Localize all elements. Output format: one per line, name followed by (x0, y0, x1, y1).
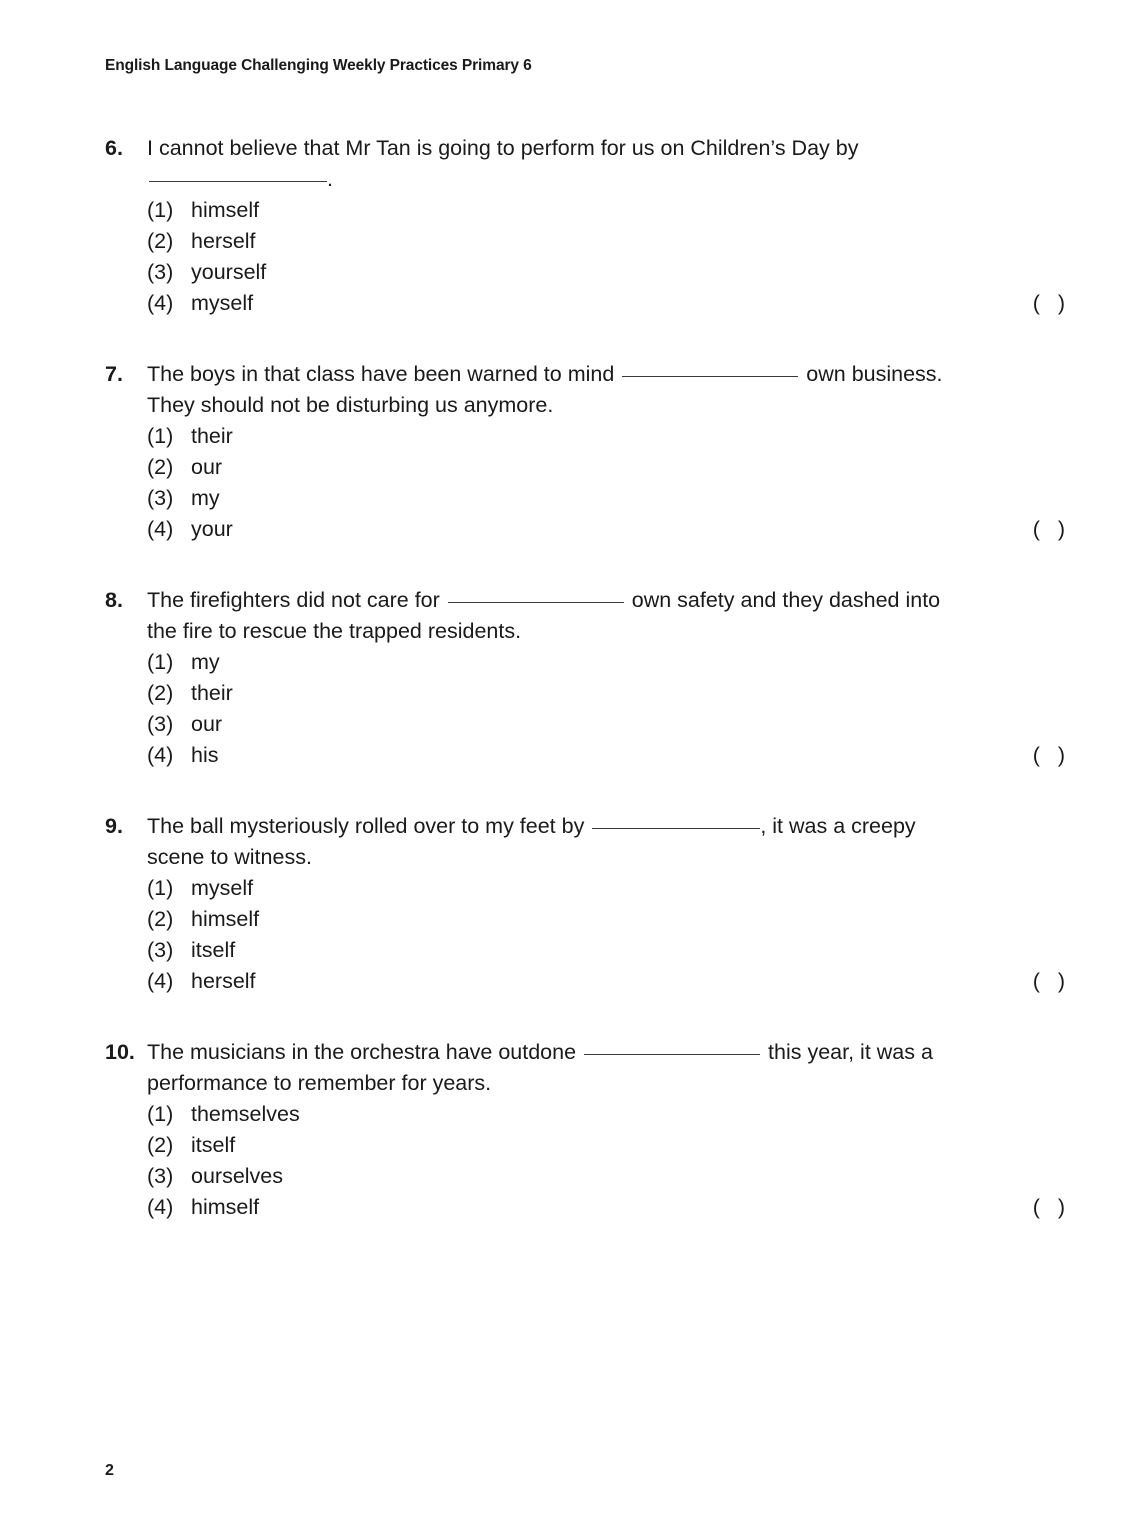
option-item[interactable] (147, 904, 1015, 935)
option-key: (2) (147, 907, 174, 931)
question-7-text-before-blank: The boys in that class have been warned to mind (147, 362, 615, 386)
option-label: herself (191, 969, 256, 993)
option-key: (3) (147, 1164, 174, 1188)
option-label: myself (191, 291, 254, 315)
option-label: himself (191, 1195, 260, 1219)
answer-blank[interactable] (584, 1054, 760, 1055)
option-item[interactable] (147, 873, 1015, 904)
option-item[interactable] (147, 1130, 1015, 1161)
question-6-number: 6. (105, 136, 123, 160)
option-item[interactable] (147, 740, 1065, 771)
bracket-open: ( (1032, 969, 1040, 993)
question-8-text-after-blank: own safety and they dashed into (631, 588, 941, 612)
question-block-10 (105, 1037, 1065, 1223)
bracket-close: ) (1057, 291, 1065, 315)
question-10-line-2: performance to remember for years. (147, 1071, 492, 1095)
answer-bracket[interactable] (1033, 1192, 1065, 1223)
option-item[interactable] (147, 421, 1015, 452)
bracket-close: ) (1057, 1195, 1065, 1219)
question-block-6 (105, 133, 1065, 319)
question-7-number: 7. (105, 362, 123, 386)
question-block-7 (105, 359, 1065, 545)
answer-blank[interactable] (592, 828, 760, 829)
option-key: (3) (147, 260, 174, 284)
question-8-text-before-blank: The firefighters did not care for (147, 588, 440, 612)
option-key: (4) (147, 969, 174, 993)
bracket-close: ) (1057, 517, 1065, 541)
option-key: (2) (147, 681, 174, 705)
option-item[interactable] (147, 709, 1015, 740)
question-7-body (105, 359, 1015, 421)
option-key: (4) (147, 1195, 174, 1219)
option-item[interactable] (147, 514, 1065, 545)
option-key: (1) (147, 424, 174, 448)
option-item[interactable] (147, 1099, 1015, 1130)
question-7-line-1 (147, 359, 1015, 390)
question-8-body (105, 585, 1015, 647)
answer-bracket[interactable] (1033, 966, 1065, 997)
option-key: (4) (147, 291, 174, 315)
question-6-body (105, 133, 1015, 195)
bracket-open: ( (1032, 291, 1040, 315)
page-number: 2 (105, 1462, 114, 1479)
option-label: your (191, 517, 233, 541)
bracket-close: ) (1057, 743, 1065, 767)
option-key: (3) (147, 712, 174, 736)
option-key: (1) (147, 198, 174, 222)
option-label: my (191, 486, 220, 510)
question-block-8 (105, 585, 1065, 771)
option-key: (1) (147, 876, 174, 900)
question-7-options (147, 421, 1065, 545)
option-item[interactable] (147, 647, 1015, 678)
question-9-number: 9. (105, 814, 123, 838)
option-item[interactable] (147, 288, 1065, 319)
option-key: (2) (147, 1133, 174, 1157)
question-9-text-before-blank: The ball mysteriously rolled over to my feet by (147, 814, 585, 838)
answer-blank[interactable] (149, 181, 327, 182)
question-8-number: 8. (105, 588, 123, 612)
option-key: (2) (147, 455, 174, 479)
question-8-line-2: the fire to rescue the trapped residents. (147, 619, 522, 643)
option-label: itself (191, 1133, 236, 1157)
option-label: their (191, 424, 233, 448)
option-key: (4) (147, 517, 174, 541)
question-9-line-2: scene to witness. (147, 845, 312, 869)
question-10-number: 10. (105, 1040, 135, 1064)
question-6-line-1 (147, 133, 1015, 164)
question-6-text: I cannot believe that Mr Tan is going to perform for us on Children’s Day by (147, 136, 859, 160)
option-item[interactable] (147, 678, 1015, 709)
option-label: ourselves (191, 1164, 284, 1188)
answer-bracket[interactable] (1033, 740, 1065, 771)
option-key: (4) (147, 743, 174, 767)
option-item[interactable] (147, 1192, 1065, 1223)
bracket-close: ) (1057, 969, 1065, 993)
question-block-9 (105, 811, 1065, 997)
option-label: herself (191, 229, 256, 253)
question-9-options (147, 873, 1065, 997)
page-header-title: English Language Challenging Weekly Practices Primary 6 (105, 57, 532, 74)
option-label: my (191, 650, 220, 674)
option-item[interactable] (147, 452, 1015, 483)
option-item[interactable] (147, 1161, 1015, 1192)
question-6-options (147, 195, 1065, 319)
question-9-body (105, 811, 1015, 873)
option-key: (1) (147, 650, 174, 674)
option-key: (2) (147, 229, 174, 253)
question-10-text-after-blank: this year, it was a (768, 1040, 933, 1064)
question-10-line-1 (147, 1037, 1015, 1068)
bracket-open: ( (1032, 517, 1040, 541)
question-7-line-2: They should not be disturbing us anymore. (147, 393, 554, 417)
question-6-blank-line (147, 164, 1015, 195)
option-label: our (191, 455, 223, 479)
answer-bracket[interactable] (1033, 288, 1065, 319)
answer-blank[interactable] (448, 602, 624, 603)
option-key: (1) (147, 1102, 174, 1126)
option-label: himself (191, 198, 260, 222)
option-label: our (191, 712, 223, 736)
option-item[interactable] (147, 257, 1015, 288)
answer-bracket[interactable] (1033, 514, 1065, 545)
option-key: (3) (147, 486, 174, 510)
question-8-line-1 (147, 585, 1015, 616)
answer-blank[interactable] (622, 376, 798, 377)
option-label: their (191, 681, 233, 705)
option-key: (3) (147, 938, 174, 962)
bracket-open: ( (1032, 743, 1040, 767)
option-label: myself (191, 876, 254, 900)
question-10-options (147, 1099, 1065, 1223)
option-label: yourself (191, 260, 267, 284)
option-label: itself (191, 938, 236, 962)
question-8-options (147, 647, 1065, 771)
option-label: themselves (191, 1102, 300, 1126)
option-label: his (191, 743, 219, 767)
question-6-trailing-punct: . (327, 167, 333, 191)
option-item[interactable] (147, 935, 1015, 966)
question-7-text-after-blank: own business. (806, 362, 943, 386)
option-item[interactable] (147, 226, 1015, 257)
option-item[interactable] (147, 195, 1015, 226)
option-item[interactable] (147, 966, 1065, 997)
option-label: himself (191, 907, 260, 931)
bracket-open: ( (1032, 1195, 1040, 1219)
question-10-body (105, 1037, 1015, 1099)
question-9-text-after-blank: , it was a creepy (760, 814, 916, 838)
questions-container (105, 133, 1065, 1263)
question-9-line-1 (147, 811, 1015, 842)
option-item[interactable] (147, 483, 1015, 514)
question-10-text-before-blank: The musicians in the orchestra have outdone (147, 1040, 577, 1064)
